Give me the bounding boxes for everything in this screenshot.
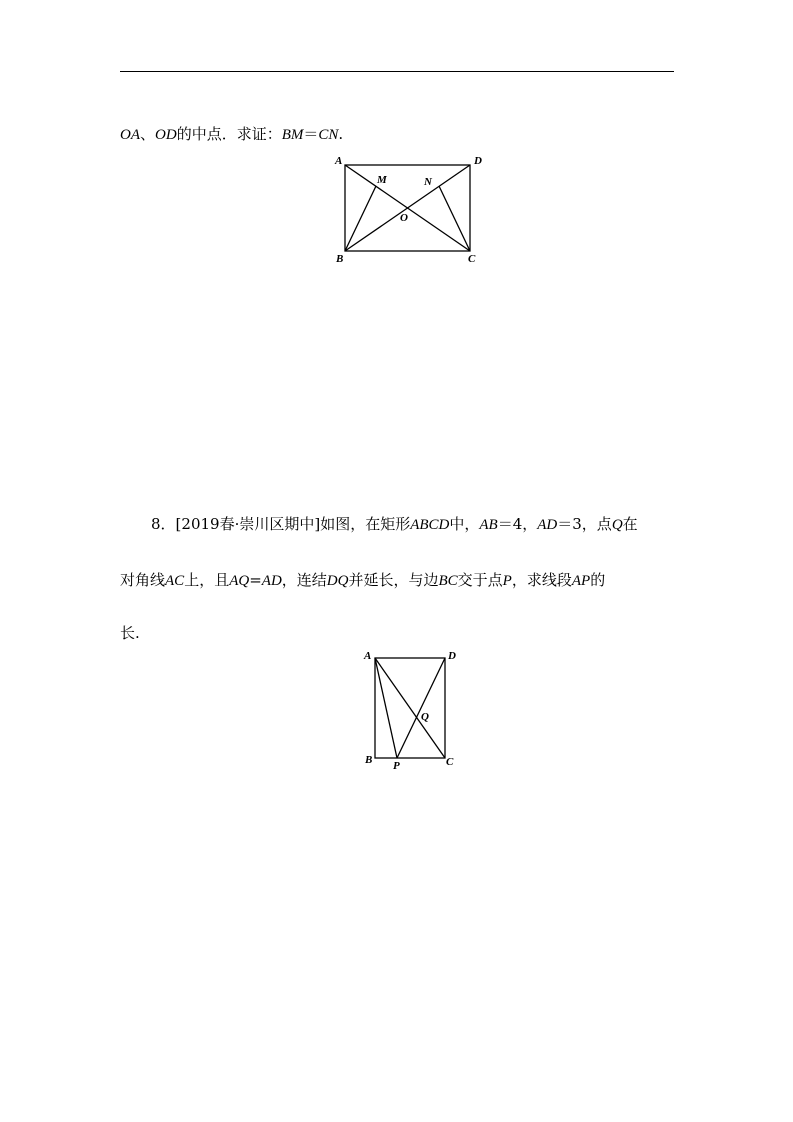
text-connect: ，连结 xyxy=(281,571,327,589)
text-separator: 、 xyxy=(140,125,156,143)
label-b-2: B xyxy=(365,754,373,766)
rect-name: ABCD xyxy=(410,517,450,533)
segment-od: OD xyxy=(155,127,177,143)
label-m: M xyxy=(377,174,387,186)
value-ab: ＝4， xyxy=(497,515,538,533)
segment-ad: AD xyxy=(537,517,558,533)
segment-ac: AC xyxy=(165,573,185,589)
segment-ap: AP xyxy=(571,573,591,589)
label-q: Q xyxy=(421,711,429,723)
label-n: N xyxy=(424,176,432,188)
problem8-line3: 长. xyxy=(120,624,140,642)
label-a: A xyxy=(335,155,343,167)
text-of: 的 xyxy=(590,571,606,589)
text-find: ，求线段 xyxy=(511,571,572,589)
text-equals: = xyxy=(249,571,262,589)
label-o: O xyxy=(400,212,408,224)
label-d: D xyxy=(474,155,482,167)
point-q: Q xyxy=(611,517,623,533)
value-ad: ＝3，点 xyxy=(557,515,612,533)
segment-dq: DQ xyxy=(326,573,349,589)
problem8-intro: 8．[2019春·崇川区期中]如图，在矩形 xyxy=(151,515,411,533)
text-diagonal: 对角线 xyxy=(120,571,166,589)
segment-aq: AQ xyxy=(229,573,250,589)
label-b: B xyxy=(336,253,344,265)
text-period: . xyxy=(338,125,344,143)
text-in: 中， xyxy=(449,515,480,533)
label-c: C xyxy=(468,253,476,265)
segment-ab: AB xyxy=(479,517,498,533)
text-on-and: 上，且 xyxy=(184,571,230,589)
label-d-2: D xyxy=(448,650,456,662)
segment-ad: AD xyxy=(261,573,282,589)
text-on: 在 xyxy=(622,515,638,533)
segment-bm: BM xyxy=(281,127,304,143)
label-p: P xyxy=(393,760,400,772)
segment-bc: BC xyxy=(438,573,458,589)
label-c-2: C xyxy=(446,756,454,768)
text-midpoint-prove: 的中点．求证： xyxy=(176,125,282,143)
label-a-2: A xyxy=(364,650,372,662)
text-equals: ＝ xyxy=(303,125,319,143)
segment-dp xyxy=(397,658,445,758)
text-intersect: 交于点 xyxy=(457,571,503,589)
point-p: P xyxy=(502,573,512,589)
segment-cn: CN xyxy=(318,127,339,143)
segment-oa: OA xyxy=(120,127,140,143)
text-extend: 并延长，与边 xyxy=(348,571,439,589)
